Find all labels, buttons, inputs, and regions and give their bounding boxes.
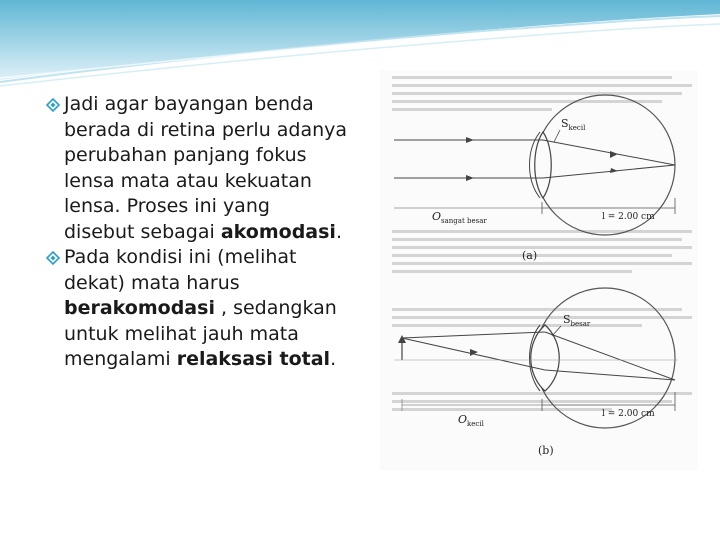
label-leader [552,326,561,336]
eye-diagram-a [394,95,675,262]
light-ray [545,332,675,380]
eye-lens-thin [535,132,552,198]
bold-term-relaksasi-total: relaksasi total [176,348,331,370]
distance-label: l = 2.00 cm [602,409,655,419]
bullet-line: Jadi agar bayangan benda [64,93,314,115]
eye-diagram-b [394,288,678,457]
bullet-line: dekat) mata harus [64,271,240,294]
text-run: . [330,348,337,370]
light-ray [543,165,675,178]
bullet-line: lensa. Proses ini yang [64,195,270,217]
distance-label: l = 2.00 cm [602,212,655,222]
bullet-line [64,296,386,322]
bold-term-berakomodasi: berakomodasi [64,297,215,319]
arrow-icon [610,168,618,173]
o-sangat-besar-label: $O_{sangat besar}$ [432,210,487,225]
bullet-line [64,220,386,246]
light-ray [402,332,545,338]
text-run: , sedangkan [214,297,337,319]
diamond-bullet-icon [46,251,60,265]
arrow-icon [466,175,474,181]
eye-lens-thick [531,325,560,391]
bullet-line: perubahan panjang fokus [64,144,307,166]
bullet-item-berakomodasi [46,245,386,373]
bullet-line: lensa mata atau kekuatan [64,169,312,192]
diamond-bullet-icon [46,98,60,112]
text-run: mengalami [64,348,177,370]
bullet-line: Pada kondisi ini (melihat [64,246,297,268]
label-leader [554,130,560,142]
caption-a: (a) [522,249,538,262]
arrow-icon [466,137,474,143]
s-besar-label: $S_{besar}$ [563,313,591,328]
bullet-item-akomodasi [46,92,386,245]
bold-term-akomodasi: akomodasi [220,220,336,243]
light-ray [543,140,675,165]
text-run: disebut sebagai [64,220,221,243]
bullet-line: berada di retina perlu adanya [64,118,348,141]
s-kecil-label: $S_{kecil}$ [561,117,586,132]
o-kecil-label: $O_{kecil}$ [458,413,484,428]
text-run: . [335,220,342,243]
arrow-icon [610,151,618,158]
bullet-line: untuk melihat jauh mata [64,322,299,345]
bullet-line [64,347,386,373]
eye-accommodation-figure [380,70,698,470]
bullet-list [46,92,386,373]
light-ray [545,370,675,380]
caption-b: (b) [538,444,554,457]
